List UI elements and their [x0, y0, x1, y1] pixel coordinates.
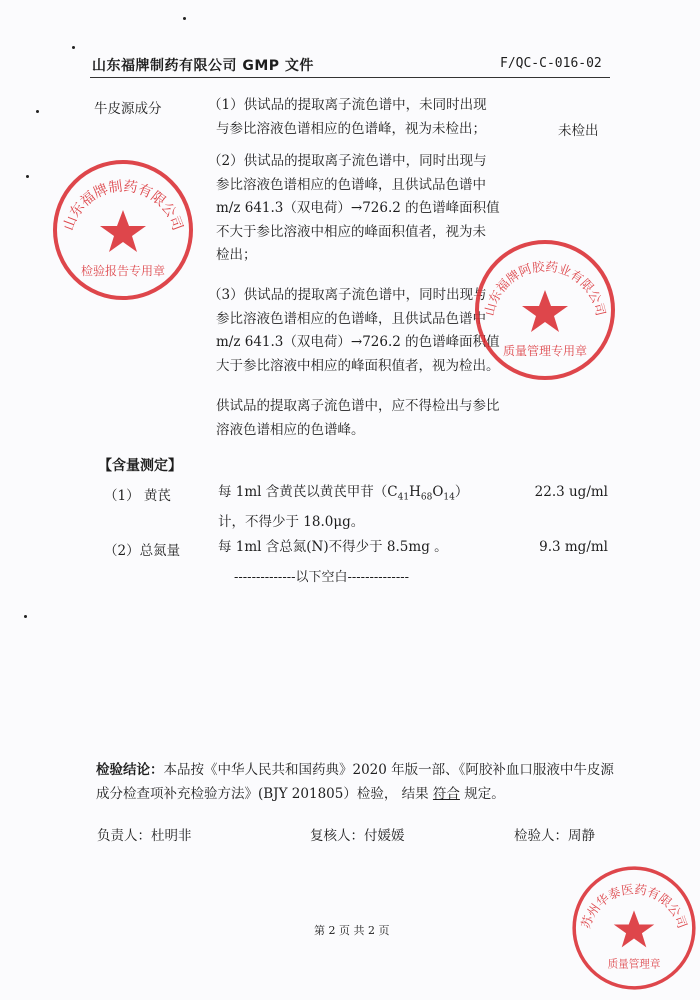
reviewer-signature: 复核人：付媛媛 — [310, 828, 405, 844]
criterion-line: m/z 641.3（双电荷）→726.2 的色谱峰面积值 — [216, 334, 500, 350]
criterion-line: 与参比溶液色谱相应的色谱峰，视为未检出； — [216, 120, 486, 137]
svg-text:苏州华泰医药有限公司: 苏州华泰医药有限公司 — [578, 882, 690, 931]
assay-item-label: （1） 黄芪 — [104, 488, 171, 504]
scan-speck — [183, 17, 186, 20]
scan-speck — [26, 175, 29, 178]
assay-item-label: （2）总氮量 — [104, 543, 181, 559]
inspector-signature: 检验人：周静 — [514, 828, 595, 844]
end-of-content-mark: --------------以下空白-------------- — [234, 570, 409, 585]
criterion-1 — [208, 94, 528, 141]
assay-item-spec — [218, 480, 518, 534]
criterion-summary — [216, 395, 536, 442]
test-item-label: 牛皮源成分 — [94, 101, 162, 117]
responsible-signature: 负责人：杜明非 — [97, 828, 192, 844]
scan-speck — [72, 46, 75, 49]
criterion-line: 供试品的提取离子流色谱中，应不得检出与参比 — [216, 398, 500, 414]
conclusion-result: 符合 — [432, 786, 460, 802]
svg-text:质量管理专用章: 质量管理专用章 — [502, 344, 588, 358]
assay-item-value: 9.3 mg/ml — [539, 539, 608, 555]
svg-text:检验报告专用章: 检验报告专用章 — [80, 264, 166, 278]
assay-section-title: 【含量测定】 — [98, 458, 182, 474]
criterion-line: （2）供试品的提取离子流色谱中，同时出现与 — [208, 153, 487, 169]
conclusion-text: 本品按《中华人民共和国药典》2020 年版一部、《阿胶补血口服液中牛皮源成分检查项补充检验方法》(BJY 201805）检验， 结果 — [96, 762, 614, 802]
inspection-seal-icon — [48, 155, 198, 305]
svg-text:山东福牌制药有限公司: 山东福牌制药有限公司 — [60, 178, 186, 233]
spec-line: 每 1ml 含黄芪以黄芪甲苷$(C_{41}H_{68}O_{14})$ — [218, 484, 469, 503]
page-number: 第 2 页 共 2 页 — [314, 924, 390, 937]
criterion-line: m/z 641.3（双电荷）→726.2 的色谱峰面积值 — [216, 200, 500, 216]
test-result: 未检出 — [558, 123, 599, 139]
corner-seal-icon — [568, 862, 700, 994]
svg-text:山东福牌阿胶药业有限公司: 山东福牌阿胶药业有限公司 — [481, 258, 609, 318]
header-divider — [90, 77, 610, 78]
criterion-line: 大于参比溶液中相应的峰面积值者，视为检出。 — [216, 357, 500, 374]
quality-seal-icon — [470, 235, 620, 385]
assay-item-spec — [218, 535, 518, 559]
criterion-line: （3）供试品的提取离子流色谱中，同时出现与 — [208, 287, 487, 303]
spec-line: 计，不得少于 18.0μg。 — [218, 513, 365, 530]
conclusion-text-end: 规定。 — [459, 786, 505, 802]
document-code: F/QC-C-016-02 — [500, 56, 602, 71]
assay-item-value: 22.3 ug/ml — [534, 484, 608, 500]
criterion-line: 参比溶液色谱相应的色谱峰，且供试品色谱中 — [216, 310, 486, 327]
svg-text:质量管理章: 质量管理章 — [607, 958, 661, 971]
scan-speck — [24, 615, 27, 618]
criterion-line: 不大于参比溶液中相应的峰面积值者，视为未 — [216, 223, 486, 240]
spec-line: 每 1ml 含总氮(N)不得少于 8.5mg 。 — [218, 539, 448, 555]
conclusion-label: 检验结论： — [96, 762, 164, 778]
criterion-line: 参比溶液色谱相应的色谱峰，且供试品色谱中 — [216, 176, 486, 193]
header-title: 山东福牌制药有限公司 GMP 文件 — [92, 58, 314, 74]
scan-speck — [36, 110, 39, 113]
criterion-line: （1）供试品的提取离子流色谱中，未同时出现 — [208, 97, 487, 113]
criterion-line: 溶液色谱相应的色谱峰。 — [216, 421, 365, 438]
criterion-line: 检出； — [216, 247, 257, 263]
inspection-conclusion — [96, 758, 626, 806]
